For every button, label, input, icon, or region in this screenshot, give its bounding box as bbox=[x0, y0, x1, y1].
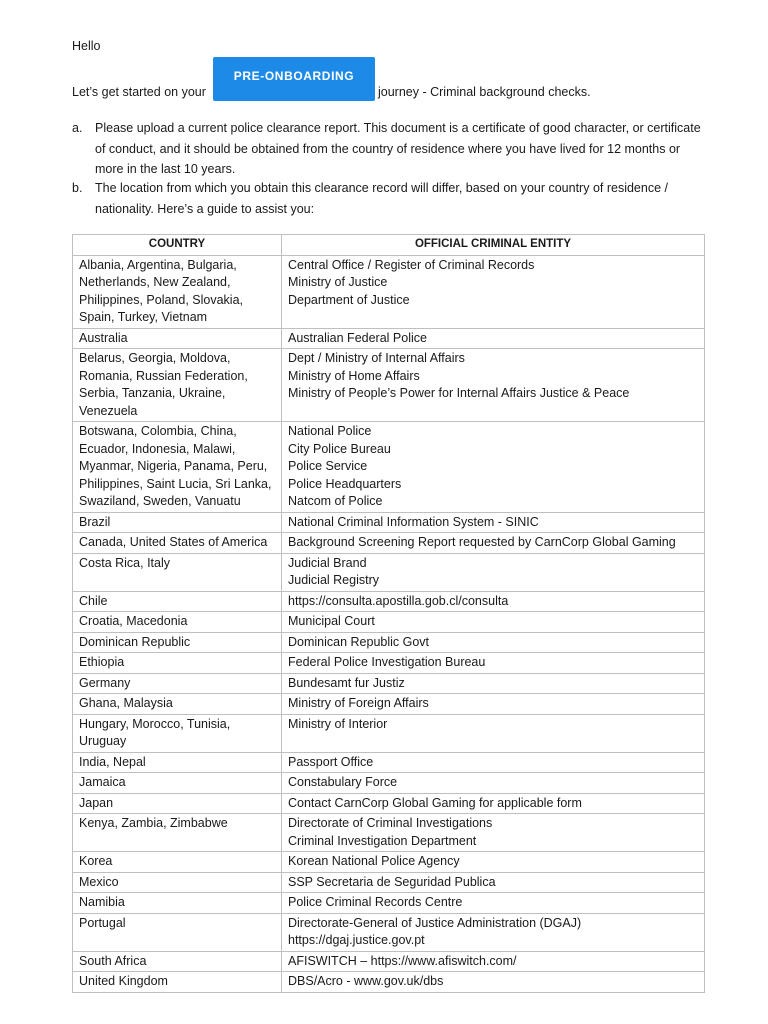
entity-line: https://consulta.apostilla.gob.cl/consulta bbox=[288, 593, 509, 608]
table-row bbox=[73, 255, 705, 328]
entity-line: Ministry of Justice bbox=[288, 275, 388, 289]
entity-cell bbox=[282, 852, 705, 873]
country-cell: United Kingdom bbox=[73, 972, 282, 993]
country-cell: Germany bbox=[73, 673, 282, 694]
entity-cell bbox=[282, 773, 705, 794]
entity-line: Dept / Ministry of Internal Affairs bbox=[288, 351, 465, 365]
table-row bbox=[73, 533, 705, 554]
table-row bbox=[73, 653, 705, 674]
table-row bbox=[73, 951, 705, 972]
table-row bbox=[73, 673, 705, 694]
column-header-country: COUNTRY bbox=[73, 235, 282, 256]
table-row bbox=[73, 814, 705, 852]
criminal-entity-table bbox=[72, 234, 705, 993]
entity-cell bbox=[282, 893, 705, 914]
entity-line: Ministry of Foreign Affairs bbox=[288, 696, 429, 710]
entity-line: Natcom of Police bbox=[288, 494, 383, 508]
entity-line: National Police bbox=[288, 424, 372, 438]
greeting: Hello bbox=[72, 39, 101, 53]
country-cell: Hungary, Morocco, Tunisia, Uruguay bbox=[73, 714, 282, 752]
entity-line: AFISWITCH – https://www.afiswitch.com/ bbox=[288, 953, 517, 968]
entity-cell bbox=[282, 872, 705, 893]
table-row bbox=[73, 972, 705, 993]
table-row bbox=[73, 422, 705, 513]
entity-line: DBS/Acro - www.gov.uk/dbs bbox=[288, 974, 444, 988]
entity-line: Background Screening Report requested by CarnCorp Global Gaming bbox=[288, 535, 676, 549]
entity-cell bbox=[282, 612, 705, 633]
country-cell: Portugal bbox=[73, 913, 282, 951]
entity-line: Judicial Brand bbox=[288, 555, 367, 570]
table-row bbox=[73, 752, 705, 773]
entity-cell bbox=[282, 328, 705, 349]
country-cell: Dominican Republic bbox=[73, 632, 282, 653]
table-row bbox=[73, 852, 705, 873]
entity-line: City Police Bureau bbox=[288, 441, 391, 456]
table-row bbox=[73, 553, 705, 591]
list-marker: a. bbox=[72, 121, 83, 135]
table-row bbox=[73, 632, 705, 653]
country-cell: Botswana, Colombia, China, Ecuador, Indonesia, Malawi, Myanmar, Nigeria, Panama, Peru, Philippines, Saint Lucia, Sri Lanka, Swaziland, Sweden, Vanuatu bbox=[73, 422, 282, 513]
country-cell: South Africa bbox=[73, 951, 282, 972]
entity-cell bbox=[282, 752, 705, 773]
entity-cell bbox=[282, 714, 705, 752]
instruction-a bbox=[72, 118, 712, 180]
table-row bbox=[73, 913, 705, 951]
country-cell: Korea bbox=[73, 852, 282, 873]
country-cell: Ethiopia bbox=[73, 653, 282, 674]
entity-line: Ministry of Interior bbox=[288, 716, 388, 731]
entity-line: Ministry of People’s Power for Internal Affairs Justice & Peace bbox=[288, 386, 630, 400]
entity-line: SSP Secretaria de Seguridad Publica bbox=[288, 874, 496, 889]
country-cell: Japan bbox=[73, 793, 282, 814]
table-row bbox=[73, 512, 705, 533]
banner-label: PRE-ONBOARDING bbox=[233, 69, 355, 83]
entity-cell bbox=[282, 632, 705, 653]
intro-text: Let’s get started on your bbox=[72, 85, 206, 99]
table-row bbox=[73, 714, 705, 752]
table-row bbox=[73, 328, 705, 349]
instruction-text: The location from which you obtain this clearance record will differ, based on your country of residence / nationality. Here’s a guide to assist you: bbox=[95, 181, 668, 216]
entity-cell bbox=[282, 533, 705, 554]
entity-cell bbox=[282, 255, 705, 328]
country-cell: Croatia, Macedonia bbox=[73, 612, 282, 633]
entity-line: Australian Federal Police bbox=[288, 330, 427, 345]
entity-line: Contact CarnCorp Global Gaming for applicable form bbox=[288, 795, 582, 810]
entity-cell bbox=[282, 913, 705, 951]
country-cell: Canada, United States of America bbox=[73, 533, 282, 554]
entity-line: Criminal Investigation Department bbox=[288, 833, 477, 848]
entity-cell bbox=[282, 673, 705, 694]
entity-line: Central Office / Register of Criminal Records bbox=[288, 257, 535, 272]
instruction-b bbox=[72, 178, 712, 219]
entity-cell bbox=[282, 972, 705, 993]
entity-line: National Criminal Information System - SINIC bbox=[288, 514, 539, 529]
entity-cell bbox=[282, 349, 705, 422]
pre-onboarding-banner bbox=[213, 57, 375, 101]
country-cell: Mexico bbox=[73, 872, 282, 893]
entity-line: Dominican Republic Govt bbox=[288, 634, 430, 649]
country-cell: Belarus, Georgia, Moldova, Romania, Russian Federation, Serbia, Tanzania, Ukraine, Venezuela bbox=[73, 349, 282, 422]
intro-text-after: journey - Criminal background checks. bbox=[378, 85, 591, 99]
country-cell: Ghana, Malaysia bbox=[73, 694, 282, 715]
entity-cell bbox=[282, 951, 705, 972]
list-marker: b. bbox=[72, 181, 83, 195]
country-cell: Costa Rica, Italy bbox=[73, 553, 282, 591]
table-row bbox=[73, 872, 705, 893]
entity-line: Korean National Police Agency bbox=[288, 854, 460, 868]
entity-cell bbox=[282, 512, 705, 533]
entity-cell bbox=[282, 694, 705, 715]
table-row bbox=[73, 349, 705, 422]
table-row bbox=[73, 793, 705, 814]
entity-line: Bundesamt fur Justiz bbox=[288, 675, 405, 690]
table-body bbox=[73, 255, 705, 992]
entity-cell bbox=[282, 793, 705, 814]
entity-line: Judicial Registry bbox=[288, 573, 380, 587]
entity-cell bbox=[282, 653, 705, 674]
instruction-text: Please upload a current police clearance report. This document is a certificate of good character, or certificate of conduct, and it should be obtained from the country of residence where you have lived for 12 months or more in the last 10 years. bbox=[95, 121, 701, 176]
column-header-entity: OFFICIAL CRIMINAL ENTITY bbox=[282, 235, 705, 256]
entity-line: Municipal Court bbox=[288, 614, 375, 628]
entity-cell bbox=[282, 422, 705, 513]
country-cell: Namibia bbox=[73, 893, 282, 914]
entity-cell bbox=[282, 553, 705, 591]
entity-line: Police Headquarters bbox=[288, 476, 402, 491]
entity-line: https://dgaj.justice.gov.pt bbox=[288, 933, 425, 947]
country-cell: India, Nepal bbox=[73, 752, 282, 773]
entity-line: Constabulary Force bbox=[288, 775, 398, 789]
table-header-row bbox=[73, 235, 705, 256]
entity-line: Department of Justice bbox=[288, 292, 410, 307]
entity-line: Federal Police Investigation Bureau bbox=[288, 655, 486, 669]
table-row bbox=[73, 694, 705, 715]
table-row bbox=[73, 773, 705, 794]
entity-line: Passport Office bbox=[288, 754, 374, 769]
table-row bbox=[73, 612, 705, 633]
entity-cell bbox=[282, 814, 705, 852]
entity-line: Police Criminal Records Centre bbox=[288, 895, 463, 909]
table-row bbox=[73, 591, 705, 612]
country-cell: Jamaica bbox=[73, 773, 282, 794]
country-cell: Albania, Argentina, Bulgaria, Netherlands, New Zealand, Philippines, Poland, Slovakia, Spain, Turkey, Vietnam bbox=[73, 255, 282, 328]
entity-line: Directorate-General of Justice Administration (DGAJ) bbox=[288, 915, 582, 930]
entity-line: Ministry of Home Affairs bbox=[288, 368, 420, 383]
country-cell: Australia bbox=[73, 328, 282, 349]
table-row bbox=[73, 893, 705, 914]
entity-cell bbox=[282, 591, 705, 612]
country-cell: Chile bbox=[73, 591, 282, 612]
entity-line: Police Service bbox=[288, 459, 368, 473]
country-cell: Kenya, Zambia, Zimbabwe bbox=[73, 814, 282, 852]
country-cell: Brazil bbox=[73, 512, 282, 533]
entity-line: Directorate of Criminal Investigations bbox=[288, 816, 493, 830]
